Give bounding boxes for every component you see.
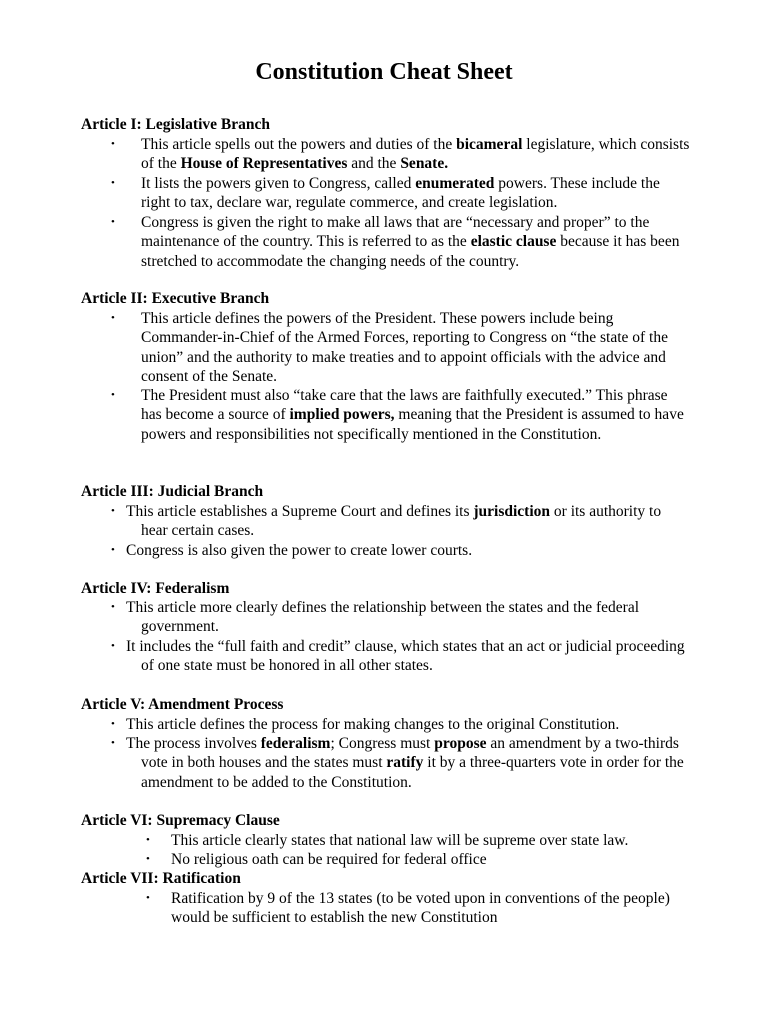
text-run: No religious oath can be required for federal office: [171, 851, 487, 868]
text-run: it by a three-quarters vote in order for the amendment to be added to the Constitution.: [141, 754, 684, 791]
bullet-text: [126, 541, 690, 560]
bullet-item: [108, 386, 690, 444]
bullet-marker: •: [111, 177, 115, 189]
bullet-text: [171, 889, 685, 928]
bullet-text: [171, 850, 685, 869]
text-run: legislature, which consists of the: [141, 136, 690, 173]
text-run: This article more clearly defines the relationship between the states and the federal government.: [126, 599, 640, 636]
bold-term: House of Representatives: [180, 155, 348, 173]
text-run: It lists the powers given to Congress, called: [141, 175, 416, 192]
text-run: This article spells out the powers and duties of the: [141, 136, 457, 153]
text-run: or its authority to hear certain cases.: [141, 503, 662, 540]
article-heading: Article V: Amendment Process: [81, 696, 284, 713]
bullet-marker: •: [111, 389, 115, 401]
bold-term: bicameral: [456, 136, 523, 153]
bold-term: ratify: [386, 754, 424, 772]
bullet-item: [108, 135, 690, 174]
text-run: powers. These include the right to tax, declare war, regulate commerce, and create legislation.: [141, 175, 660, 212]
bullet-marker: •: [146, 853, 150, 865]
bold-term: elastic clause: [470, 233, 557, 251]
bullet-item: [108, 598, 690, 637]
bullet-item: [108, 637, 690, 676]
bullet-item: [108, 715, 690, 734]
bullet-marker: •: [111, 601, 115, 613]
bullet-text: [126, 502, 690, 541]
bold-term: implied powers,: [289, 406, 395, 424]
bullet-item: [108, 213, 690, 271]
bullet-marker: •: [146, 892, 150, 904]
bullet-item: [140, 850, 685, 869]
bullet-marker: •: [111, 138, 115, 150]
text-run: This article clearly states that national law will be supreme over state law.: [171, 832, 629, 849]
bullet-marker: •: [111, 718, 115, 730]
text-run: an amendment by a two-thirds vote in both houses and the states must: [141, 735, 679, 772]
text-run: This article defines the process for making changes to the original Constitution.: [126, 716, 620, 733]
bullet-text: [126, 637, 690, 676]
bullet-marker: •: [111, 312, 115, 324]
bold-term: enumerated: [415, 175, 495, 192]
bullet-item: [140, 831, 685, 850]
bullet-item: [140, 889, 685, 928]
page-title: Constitution Cheat Sheet: [255, 59, 513, 85]
text-run: This article defines the powers of the President. These powers include being Commander-in-Chief of the Armed Forces, reporting to Congress on “the state of the union” and the authority to make treaties and to appoint officials with the advice and consent of the Senate.: [141, 310, 668, 386]
article-heading: Article VII: Ratification: [81, 870, 241, 887]
text-run: The process involves: [126, 735, 261, 752]
bold-term: jurisdiction: [473, 503, 551, 520]
bold-term: Senate.: [400, 155, 449, 173]
bullet-marker: •: [111, 544, 115, 556]
bullet-marker: •: [111, 737, 115, 749]
bullet-marker: •: [111, 216, 115, 228]
bullet-text: [141, 174, 690, 213]
bold-term: federalism: [260, 735, 331, 752]
bullet-marker: •: [111, 640, 115, 652]
bullet-marker: •: [111, 505, 115, 517]
bold-term: propose: [434, 735, 487, 752]
text-run: and the: [347, 155, 401, 173]
text-run: It includes the “full faith and credit” clause, which states that an act or judicial proceeding of one state must be honored in all other states.: [126, 638, 685, 675]
bullet-text: [141, 309, 690, 387]
text-run: meaning that the President is assumed to have powers and responsibilities not specifically mentioned in the Constitution.: [141, 406, 684, 443]
bullet-item: [108, 502, 690, 541]
bullet-text: [141, 386, 690, 444]
bullet-text: [171, 831, 685, 850]
bullet-text: [126, 734, 690, 792]
bullet-text: [126, 598, 690, 637]
text-run: The President must also “take care that the laws are faithfully executed.” This phrase has become a source of: [141, 387, 668, 424]
bullet-text: [141, 135, 690, 174]
text-run: because it has been stretched to accommodate the changing needs of the country.: [141, 233, 680, 270]
article-heading: Article VI: Supremacy Clause: [81, 812, 280, 829]
article-heading: Article III: Judicial Branch: [81, 483, 264, 500]
bullet-item: [108, 309, 690, 387]
text-run: ; Congress must: [330, 735, 435, 752]
bullet-text: [126, 715, 690, 734]
text-run: Congress is also given the power to create lower courts.: [126, 542, 473, 559]
text-run: Congress is given the right to make all laws that are “necessary and proper” to the maintenance of the country. This is referred to as the: [141, 214, 650, 251]
bullet-item: [108, 734, 690, 792]
text-run: Ratification by 9 of the 13 states (to be voted upon in conventions of the people) would be sufficient to establish the new Constitution: [171, 890, 670, 927]
bullet-text: [141, 213, 690, 271]
article-heading: Article I: Legislative Branch: [81, 116, 270, 133]
text-run: This article establishes a Supreme Court and defines its: [126, 503, 474, 520]
article-heading: Article IV: Federalism: [81, 580, 230, 597]
article-heading: Article II: Executive Branch: [81, 290, 270, 307]
bullet-marker: •: [146, 834, 150, 846]
bullet-item: [108, 174, 690, 213]
bullet-item: [108, 541, 690, 560]
